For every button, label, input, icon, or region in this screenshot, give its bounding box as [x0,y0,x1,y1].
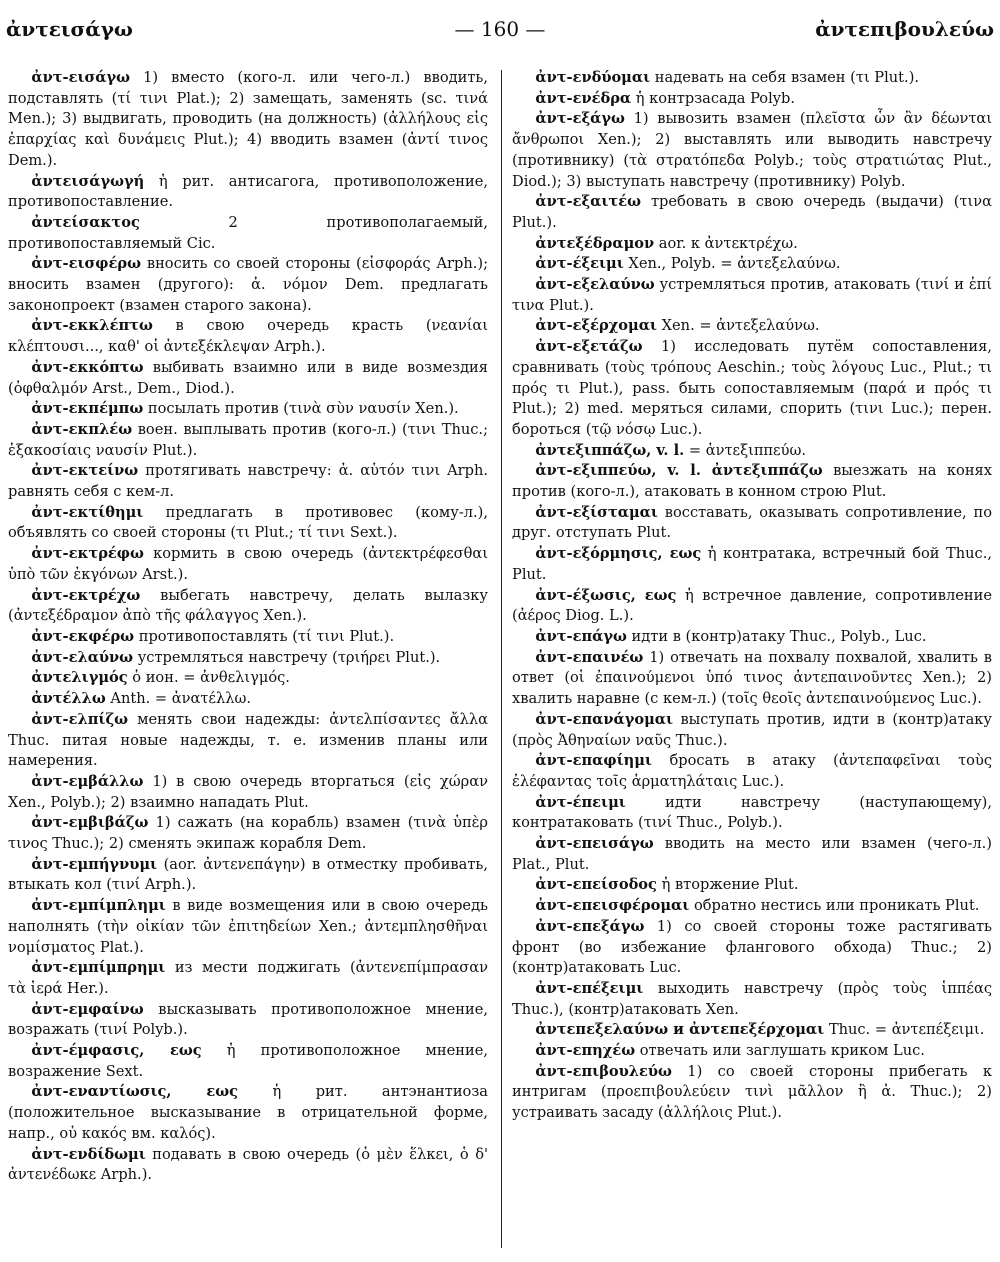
dictionary-entry [512,1041,992,1062]
dictionary-entry [8,710,488,772]
entry-headword: ἀντ-επεισφέρομαι [535,897,690,915]
entry-definition: предлагать в противовес (кому-л.), объявлять со своей стороны (τι Plut.; τί τινι Sext.). [8,503,488,542]
entry-definition: выбегать навстречу, делать вылазку (ἀντεξέδραμον ἀπὸ τῆς φάλαγγος Xen.). [8,586,488,625]
entry-definition: 1) отвечать на похвалу похвалой, хвалить в ответ (οἱ ἐπαινούμενοι ὑπό τινος ἀντεπαινοῦντες Xen.); 2) хвалить наравне (с кем-л.) (τοῖς θεοῖς ἀντεπαινούμενος Luc.). [512,648,992,708]
dictionary-entry [512,234,992,255]
entry-definition: 1) вместо (кого-л. или чего-л.) вводить, подставлять (τί τινι Plat.); 2) замещать, заменять (sc. τινά Men.); 3) выдвигать, проводить (на должность) (ἀλλήλους εἰς ἐπαρχίας καὶ δυνάμεις Plut.); 4) вводить взамен (ἀντί τινος Dem.). [8,69,488,169]
entry-headword: ἀντ-εμπίμπλημι [31,897,166,915]
entry-definition: требовать в свою очередь (выдачи) (τινα Plut.). [512,193,992,231]
entry-definition: выезжать на конях против (кого-л.), атаковать в конном строю Plut. [512,462,992,501]
entry-definition: надевать на себя взамен (τι Plut.). [650,69,920,86]
dictionary-entry [512,89,992,110]
dictionary-entry [512,896,992,917]
dictionary-entry [512,544,992,585]
entry-headword: ἀντ-εξέρχομαι [535,317,657,335]
dictionary-entry [8,1082,488,1144]
entry-definition: 1) в свою очередь вторгаться (εἰς χώραν Xen., Polyb.); 2) взаимно нападать Plut. [8,772,488,811]
header-first-headword: ἀντεισάγω [6,17,133,41]
entry-headword: ἀντ-εξελαύνω [535,276,655,294]
entry-headword: ἀντείσακτος [31,213,140,231]
entry-definition: устремляться против, атаковать (τινί и ἐπί τινα Plut.). [512,276,992,314]
dictionary-entry [512,627,992,648]
entry-headword: ἀντ-εκτρέφω [31,545,144,563]
entry-definition: обратно нестись или проникать Plut. [689,897,980,915]
entry-definition: выступать против, идти в (контр)атаку (πρὸς Ἀθηναίων ναῦς Thuc.). [512,710,992,749]
entry-definition: подавать в свою очередь (ὁ μὲν ἕλκει, ὁ δ' ἀντενέδωκε Arph.). [8,1145,488,1184]
dictionary-entry [8,1000,488,1041]
page-number: — 160 — [454,17,546,41]
entry-headword: ἀντ-εξίσταμαι [535,503,658,521]
dictionary-entry [512,586,992,627]
entry-definition: ἡ противоположное мнение, возражение Sext. [8,1042,488,1080]
entry-headword: ἀντ-εξαιτέω [535,193,641,211]
dictionary-entry [8,358,488,399]
entry-definition: Thuc. = ἀντεπέξειμι. [824,1021,985,1039]
dictionary-entry [512,875,992,896]
entry-headword: ἀντεξέδραμον [535,234,655,252]
entry-definition: идти навстречу (наступающему), контратаковать (τινί Thuc., Polyb.). [512,793,992,832]
dictionary-entry [512,275,992,316]
dictionary-entry [512,461,992,502]
entry-definition: высказывать противоположное мнение, возражать (τινί Polyb.). [8,1000,488,1039]
dictionary-entry [8,399,488,420]
header-last-headword: ἀντεπιβουλεύω [815,17,994,41]
entry-headword: ἀντ-εκτίθημι [31,503,144,521]
entry-headword: ἀντ-επάγω [535,627,627,645]
right-column [512,68,992,1248]
entry-headword: ἀντ-ελπίζω [31,710,128,728]
dictionary-entry [512,316,992,337]
dictionary-entry [8,544,488,585]
entry-headword: ἀντ-επεισάγω [535,835,654,853]
entry-headword: ἀντ-εκπέμπω [31,400,144,418]
entry-definition: ὁ ион. = ἀνθελιγμός. [127,669,290,687]
entry-headword: ἀντ-εναντίωσις, εως [31,1083,239,1101]
dictionary-entry [512,1020,992,1041]
dictionary-entry [8,1041,488,1082]
dictionary-entry [8,689,488,710]
entry-headword: ἀντ-επεξάγω [535,917,645,935]
dictionary-entry [8,420,488,461]
entry-definition: Xen., Polyb. = ἀντεξελαύνω. [623,255,841,273]
dictionary-entry [8,254,488,316]
entry-headword: ἀντ-επιβουλεύω [535,1062,672,1080]
entry-headword: ἀντ-επηχέω [535,1042,636,1060]
entry-headword: ἀντέλλω [31,690,106,708]
entry-headword: ἀντ-εξιππεύω, v. l. ἀντεξιππάζω [535,462,823,480]
dictionary-entry [8,958,488,999]
entry-definition: 1) вывозить взамен (πλεῖστα ὧν ἂν δέωνται ἄνθρωποι Xen.); 2) выставлять или выводить навстречу (противнику) (τὰ στρατόπεδα Polyb.; τοὺς στρατιώτας Plut., Diod.); 3) выступать навстречу (противнику) Polyb. [512,110,992,190]
dictionary-entry [8,772,488,813]
entry-headword: ἀντ-εκκόπτω [31,358,144,376]
entry-headword: ἀντ-εκπλέω [31,420,133,438]
entry-headword: ἀντεπεξελαύνω и ἀντεπεξέρχομαι [535,1021,825,1039]
dictionary-entry [512,109,992,192]
dictionary-entry [512,68,992,89]
dictionary-entry [8,813,488,854]
entry-definition: aor. к ἀντεκτρέχω. [654,234,798,252]
entry-definition: из мести поджигать (ἀντενεπίμπρασαν τὰ ἱερά Her.). [8,959,488,997]
dictionary-entry [512,503,992,544]
dictionary-entry [512,979,992,1020]
entry-headword: ἀντ-επαινέω [535,648,644,666]
entry-definition: Anth. = ἀνατέλλω. [105,690,252,708]
entry-definition: 1) со своей стороны прибегать к интригам (προεπιβουλεύειν τινὶ μᾶλλον ἢ ἀ. Thuc.); 2) устраивать засаду (ἀλλήλοις Plut.). [512,1062,992,1122]
entry-headword: ἀντ-εμβάλλω [31,772,144,790]
entry-headword: ἀντ-έμφασις, εως [31,1042,202,1060]
dictionary-entry [512,710,992,751]
entry-headword: ἀντ-επείσοδος [535,876,657,894]
dictionary-entry [8,172,488,213]
entry-definition: в свою очередь красть (νεανίαι κλέπτουσι..., καθ' οἱ ἀντεξέκλεψαν Arph.). [8,317,488,356]
entry-definition: выходить навстречу (πρὸς τοὺς ἱππέας Thuc.), (контр)атаковать Xen. [512,979,992,1018]
entry-headword: ἀντ-ενέδρα [535,89,632,107]
entry-headword: ἀντ-εκτρέχω [31,586,141,604]
dictionary-entry [512,834,992,875]
entry-definition: выбивать взаимно или в виде возмездия (ὀφθαλμόν Arst., Dem., Diod.). [8,358,488,397]
entry-definition: ἡ контрзасада Polyb. [631,89,795,107]
entry-headword: ἀντ-ενδίδωμι [31,1145,146,1163]
entry-headword: ἀντ-επέξειμι [535,979,644,997]
entry-headword: ἀντ-εμπίμπρημι [31,959,166,977]
entry-definition: менять свои надежды: ἀντελπίσαντες ἄλλα Thuc. питая новые надежды, т. е. изменив планы или намерения. [8,710,488,770]
entry-definition: 1) сажать (на корабль) взамен (τινὰ ὑπὲρ τινος Thuc.); 2) сменять экипаж корабля Dem. [8,814,488,853]
entry-definition: = ἀντεξιππεύω. [684,441,806,459]
entry-headword: ἀντ-επανάγομαι [535,710,674,728]
dictionary-entry [8,1145,488,1186]
entry-headword: ἀντ-έπειμι [535,793,626,811]
entry-headword: ἀντ-εκφέρω [31,627,135,645]
entry-headword: ἀντ-εκκλέπτω [31,317,153,335]
entry-definition: кормить в свою очередь (ἀντεκτρέφεσθαι ὑπὸ τῶν ἐκγόνων Arst.). [8,545,488,583]
entry-definition: вносить со своей стороны (εἰσφοράς Arph.); вносить взамен (другого): ἀ. νόμον Dem. предлагать законопроект (взамен старого закона). [8,255,488,314]
entry-definition: посылать против (τινὰ σὺν ναυσίν Xen.). [143,400,459,418]
entry-headword: ἀντ-εμφαίνω [31,1000,144,1018]
entry-definition: 2 противополагаемый, противопоставляемый Cic. [8,213,488,252]
entry-headword: ἀντεξιππάζω, v. l. [535,441,685,459]
dictionary-entry [8,855,488,896]
entry-definition: ἡ контратака, встречный бой Thuc., Plut. [512,545,992,583]
entry-headword: ἀντ-εισάγω [31,69,131,86]
dictionary-entry [512,917,992,979]
entry-headword: ἀντ-εκτείνω [31,462,139,480]
entry-definition: 1) исследовать путём сопоставления, сравнивать (τοὺς τρόπους Aeschin.; τοὺς λόγους Luc., Plut.; τι πρός τι Plut.), pass. быть сопоставляемым (παρά и πρός τι Plut.); 2) med. меряться силами, спорить (τινι Luc.); перен. бороться (τῷ νόσῳ Luc.). [512,338,992,438]
entry-definition: Xen. = ἀντεξελαύνω. [657,317,820,335]
entry-headword: ἀντ-ενδύομαι [535,69,651,86]
dictionary-entry [8,503,488,544]
dictionary-entry [8,213,488,254]
entry-definition: идти в (контр)атаку Thuc., Polyb., Luc. [626,627,927,645]
dictionary-entry [8,68,488,172]
entry-headword: ἀντελιγμός [31,669,128,687]
entry-definition: вводить на место или взамен (чего-л.) Plat., Plut. [512,835,992,873]
entry-definition: ἡ рит. антисагога, противоположение, противопоставление. [8,172,488,211]
entry-headword: ἀντ-εξετάζω [535,338,643,356]
dictionary-entry [8,461,488,502]
entry-definition: противопоставлять (τί τινι Plut.). [134,627,395,645]
entry-headword: ἀντ-ελαύνω [31,648,134,666]
entry-definition: ἡ рит. антэнантиоза (положительное высказывание в отрицательной форме, напр., οὐ κακός вм. καλός). [8,1083,488,1142]
entry-headword: ἀντ-εξάγω [535,110,625,128]
dictionary-entry [8,896,488,958]
entry-definition: протягивать навстречу: ἀ. αὑτόν τινι Arph. равнять себя с кем-л. [8,462,488,501]
dictionary-entry [512,254,992,275]
dictionary-entry [8,586,488,627]
entry-definition: ἡ вторжение Plut. [656,876,799,894]
dictionary-entry [512,648,992,710]
entry-definition: отвечать или заглушать криком Luc. [635,1042,925,1060]
left-column [8,68,488,1248]
entry-headword: ἀντ-έξωσις, εως [535,586,677,604]
dictionary-entry [512,751,992,792]
entry-definition: воен. выплывать против (кого-л.) (τινι Thuc.; ἑξακοσίαις ναυσίν Plut.). [8,420,488,459]
dictionary-entry [512,1062,992,1124]
dictionary-entry [8,316,488,357]
entry-headword: ἀντ-έξειμι [535,255,624,273]
entry-definition: восставать, оказывать сопротивление, по друг. отступать Plut. [512,503,992,542]
entry-headword: ἀντ-επαφίημι [535,752,652,770]
entry-headword: ἀντ-εισφέρω [31,255,141,273]
entry-definition: устремляться навстречу (τριήρει Plut.). [133,648,441,666]
dictionary-entry [512,441,992,462]
entry-definition: в виде возмещения или в свою очередь наполнять (τὴν οἰκίαν τῶν ἐπιτηδείων Xen.; ἀντεμπλησθῆναι νομίσματος Plat.). [8,897,488,956]
entry-headword: ἀντ-εμπήγνυμι [31,855,158,873]
dictionary-entry [512,192,992,233]
entry-headword: ἀντ-εξόρμησις, εως [535,545,702,563]
dictionary-entry [8,648,488,669]
dictionary-entry [8,627,488,648]
dictionary-entry [512,793,992,834]
entry-definition: (aor. ἀντενεπάγην) в отместку пробивать, втыкать кол (τινί Arph.). [8,855,488,894]
entry-definition: бросать в атаку (ἀντεπαφεῖναι τοὺς ἐλέφαντας τοῖς ἁρματηλάταις Luc.). [512,752,992,790]
dictionary-entry [8,668,488,689]
entry-definition: ἡ встречное давление, сопротивление (ἀέρος Diog. L.). [512,586,992,625]
dictionary-entry [512,337,992,441]
entry-definition: 1) со своей стороны тоже растягивать фронт (во избежание флангового обхода) Thuc.; 2) (контр)атаковать Luc. [512,917,992,977]
column-divider [501,70,502,1248]
page-header [6,14,994,44]
entry-headword: ἀντ-εμβιβάζω [31,814,149,832]
entry-headword: ἀντεισάγωγή [31,172,145,190]
